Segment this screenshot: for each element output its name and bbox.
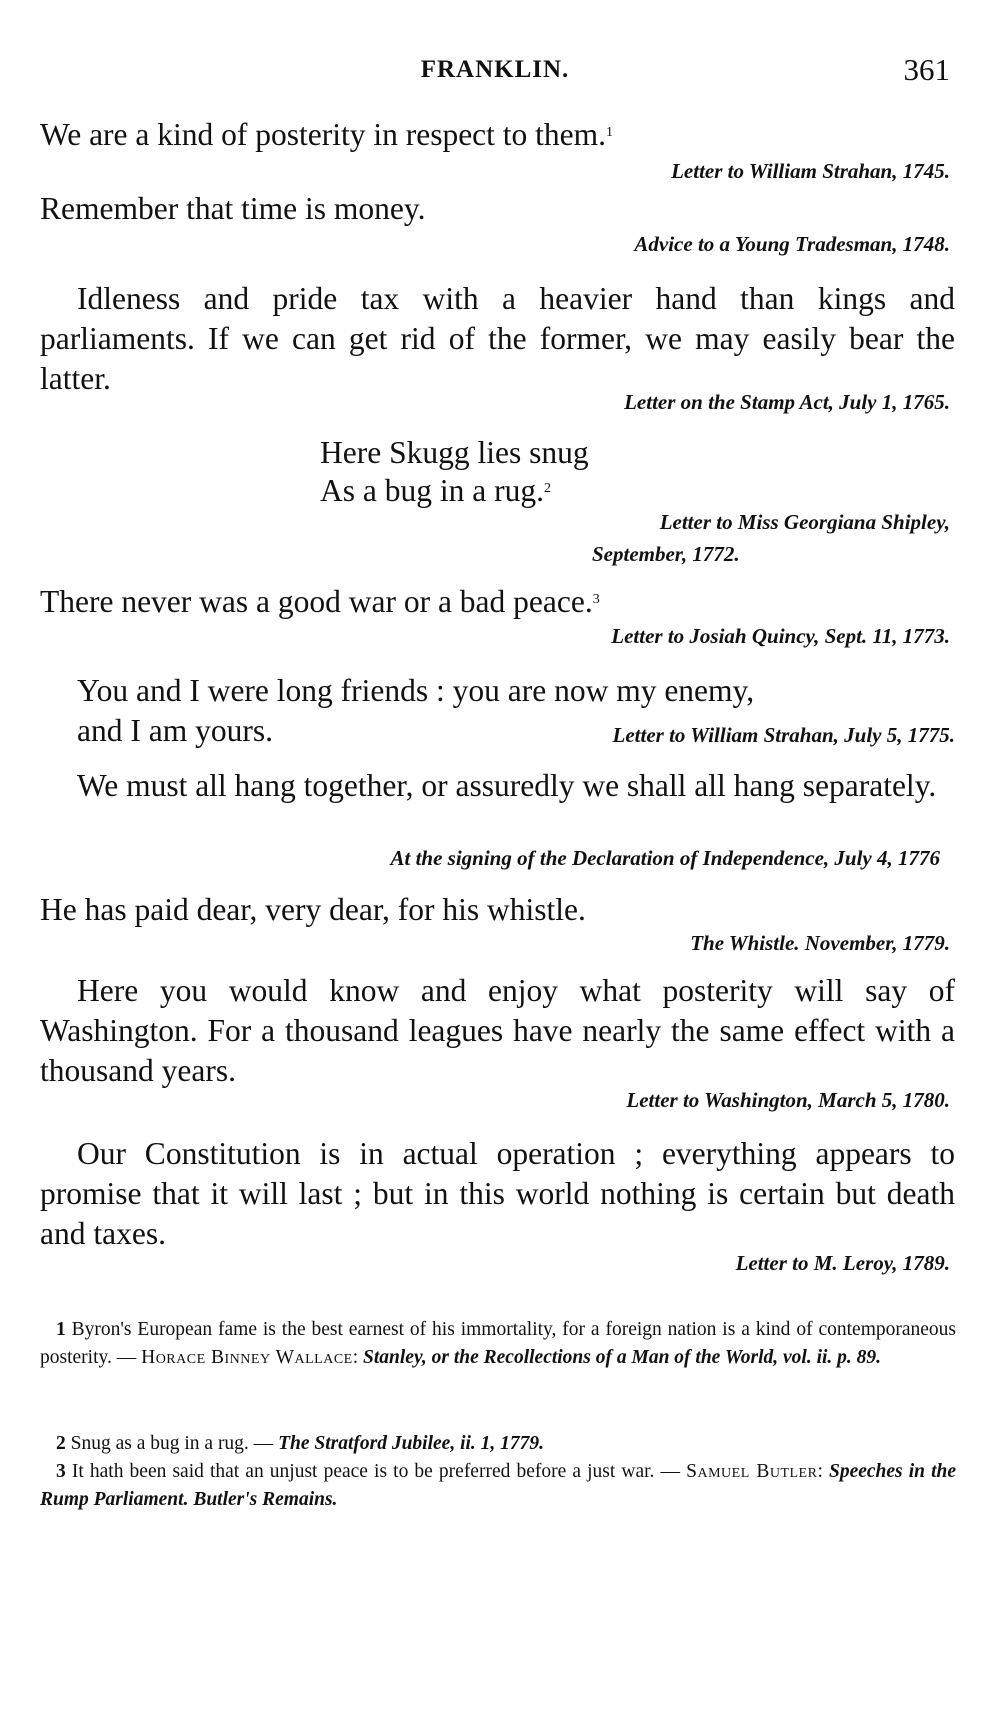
quote-8: He has paid dear, very dear, for his whistle. xyxy=(40,892,586,927)
verse-line-2: As a bug in a rug.$^2$ xyxy=(320,473,551,508)
running-head: FRANKLIN. xyxy=(420,56,570,83)
quote-2-source: Advice to a Young Tradesman, 1748. xyxy=(634,232,950,256)
quote-6 xyxy=(40,671,955,755)
footnote-number: 3 xyxy=(56,1461,66,1482)
quote-text: There never was a good war or a bad peace. xyxy=(40,584,593,619)
footnote-work: Stanley, or the Recollections of a Man of the World, vol. ii. p. 89. xyxy=(363,1347,882,1368)
quote-6-line-2: and I am yours. Letter to William Strahan, July 5, 1775. xyxy=(40,711,955,751)
footnote-ref: 1 xyxy=(606,125,614,140)
footnote-2: 2 Snug as a bug in a rug. — The Stratford Jubilee, ii. 1, 1779. xyxy=(56,1433,545,1454)
quote-text: We are a kind of posterity in respect to them. xyxy=(40,117,607,152)
source-line-2: September, 1772. xyxy=(592,542,740,566)
footnote-author: Horace Binney Wallace xyxy=(141,1347,353,1368)
quote-1 xyxy=(40,115,955,155)
quote-10-source: Letter to M. Leroy, 1789. xyxy=(735,1251,950,1275)
quote-4-verse xyxy=(320,434,589,510)
source-line-1: Letter to Miss Georgiana Shipley, xyxy=(659,510,950,534)
footnote-1: 1 Byron's European fame is the best earnest of his immortality, for a foreign nation is a kind of contemporaneous posterity. — Horace Binney Wallace: Stanley, or the Recollections of a Man of the World, vol. ii. p. 89. xyxy=(40,1319,957,1368)
quote-3-source: Letter on the Stamp Act, July 1, 1765. xyxy=(624,390,950,414)
quote-3: Idleness and pride tax with a heavier hand than kings and parliaments. If we can get rid of the former, we may easily bear the latter. xyxy=(40,281,955,396)
quote-7: We must all hang together, or assuredly we shall all hang separately. xyxy=(77,768,937,803)
quote-5 xyxy=(40,582,955,622)
footnote-work: The Stratford Jubilee, ii. 1, 1779. xyxy=(278,1433,545,1454)
footnote-work: Speeches in the Rump Parliament. Butler's Remains. xyxy=(40,1461,957,1510)
quote-4-source xyxy=(490,506,950,570)
footnote-ref: 2 xyxy=(543,481,551,496)
quote-9: Here you would know and enjoy what posterity will say of Washington. For a thousand leagues have nearly the same effect with a thousand years. xyxy=(40,973,955,1088)
footnote-author: Samuel Butler xyxy=(686,1461,818,1482)
quote-1-source: Letter to William Strahan, 1745. xyxy=(671,159,950,183)
footnote-ref: 3 xyxy=(592,592,600,607)
footnote-number: 1 xyxy=(56,1319,66,1340)
quote-2: Remember that time is money. xyxy=(40,191,426,226)
quote-9-source: Letter to Washington, March 5, 1780. xyxy=(626,1088,950,1112)
quote-8-source: The Whistle. November, 1779. xyxy=(690,931,950,955)
quote-10: Our Constitution is in actual operation ; everything appears to promise that it will last ; but in this world nothing is certain but death and taxes. xyxy=(40,1136,955,1251)
quote-6-source: Letter to William Strahan, July 5, 1775. xyxy=(612,723,955,747)
page-header xyxy=(40,52,950,92)
quote-6-line-1: You and I were long friends : you are now my enemy, xyxy=(77,673,755,708)
verse-line-1: Here Skugg lies snug xyxy=(320,435,589,470)
footnote-3: 3 It hath been said that an unjust peace is to be preferred before a just war. — Samuel Butler: Speeches in the Rump Parliament. Butler's Remains. xyxy=(40,1461,957,1510)
quote-7-source: At the signing of the Declaration of Independence, July 4, 1776 xyxy=(390,846,940,870)
quote-5-source: Letter to Josiah Quincy, Sept. 11, 1773. xyxy=(611,624,950,648)
footnote-number: 2 xyxy=(56,1433,66,1454)
page-number: 361 xyxy=(903,52,950,87)
